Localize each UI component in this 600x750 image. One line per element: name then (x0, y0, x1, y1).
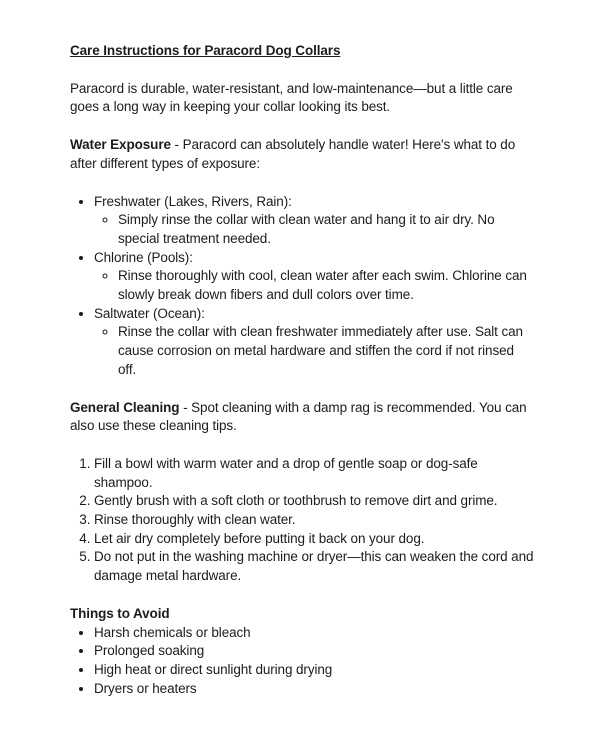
cleaning-step: 4. Let air dry completely before putting it back on your dog. (94, 530, 534, 549)
list-item-chlorine (94, 249, 534, 305)
list-item-freshwater (94, 193, 534, 249)
list-item-saltwater (94, 305, 534, 380)
general-cleaning-text: - Spot cleaning with a damp rag is recommended. You can also use these cleaning tips. (70, 399, 527, 434)
intro-paragraph: Paracord is durable, water-resistant, and low-maintenance—but a little care goes a long way in keeping your collar looking its best. (70, 80, 513, 115)
general-cleaning-paragraph (70, 399, 534, 436)
things-to-avoid-heading: Things to Avoid (70, 605, 170, 621)
list-item-detail: ◦ Rinse thoroughly with cool, clean water after each swim. Chlorine can slowly break down fibers and dull colors over time. (118, 267, 534, 304)
cleaning-step: 5. Do not put in the washing machine or dryer—this can weaken the cord and damage metal hardware. (94, 548, 534, 585)
cleaning-steps-list (70, 455, 534, 586)
avoid-item: • Harsh chemicals or bleach (94, 624, 534, 643)
cleaning-step: 1. Fill a bowl with warm water and a drop of gentle soap or dog-safe shampoo. (94, 455, 534, 492)
chlorine-sub-list (94, 267, 534, 304)
cleaning-step: 2. Gently brush with a soft cloth or toothbrush to remove dirt and grime. (94, 492, 534, 511)
general-cleaning-label: General Cleaning (70, 399, 180, 415)
list-item-detail: ◦ Rinse the collar with clean freshwater immediately after use. Salt can cause corrosion on metal hardware and stiffen the cord if not rinsed off. (118, 323, 534, 379)
list-item-term: Freshwater (Lakes, Rivers, Rain): (94, 193, 292, 209)
avoid-item: • High heat or direct sunlight during drying (94, 661, 534, 680)
page-title: Care Instructions for Paracord Dog Collars (70, 43, 341, 58)
avoid-item: • Dryers or heaters (94, 680, 534, 699)
things-to-avoid-list (70, 624, 534, 699)
list-item-term: Saltwater (Ocean): (94, 305, 205, 321)
water-exposure-paragraph (70, 136, 534, 173)
water-exposure-text: - Paracord can absolutely handle water! Here's what to do after different types of exposure: (70, 137, 516, 171)
list-item-term: Chlorine (Pools): (94, 249, 193, 265)
cleaning-step: 3. Rinse thoroughly with clean water. (94, 511, 534, 530)
freshwater-sub-list (94, 211, 534, 248)
avoid-item: • Prolonged soaking (94, 642, 534, 661)
saltwater-sub-list (94, 323, 534, 379)
water-exposure-list (70, 193, 534, 380)
water-exposure-label: Water Exposure (70, 137, 171, 153)
list-item-detail: ◦ Simply rinse the collar with clean water and hang it to air dry. No special treatment needed. (118, 211, 534, 248)
